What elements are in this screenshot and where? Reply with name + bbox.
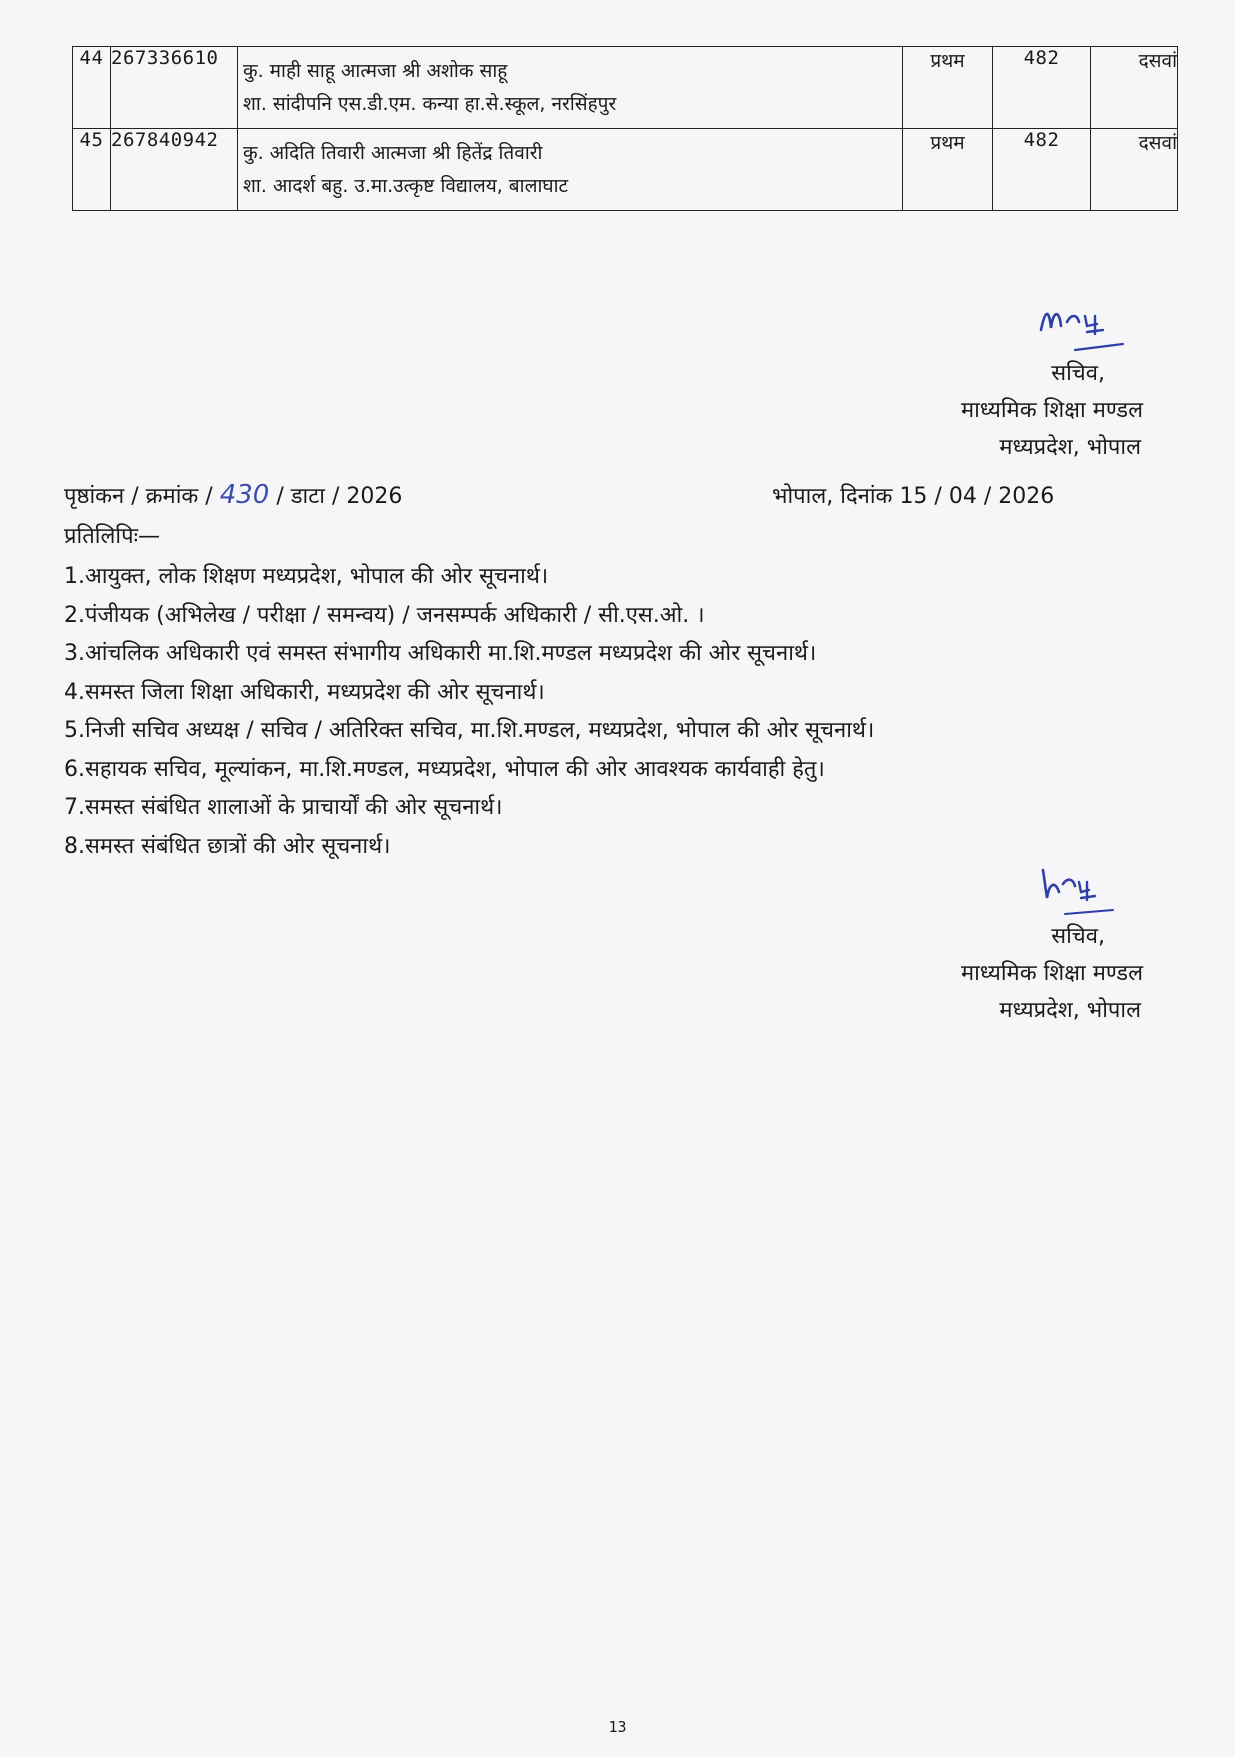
student-cell [238, 129, 903, 211]
signatory-location: मध्यप्रदेश, भोपाल [999, 998, 1141, 1023]
school-name: शा. सांदीपनि एस.डी.एम. कन्या हा.से.स्कूल, नरसिंहपुर [243, 93, 617, 115]
endorsement-suffix: / डाटा / 2026 [269, 484, 403, 509]
list-item: 6.सहायक सचिव, मूल्यांकन, मा.शि.मण्डल, मध्यप्रदेश, भोपाल की ओर आवश्यक कार्यवाही हेतु। [64, 756, 825, 782]
list-item: 5.निजी सचिव अध्यक्ष / सचिव / अतिरिक्त सचिव, मा.शि.मण्डल, मध्यप्रदेश, भोपाल की ओर सूचनार्थ। [64, 718, 875, 743]
signature-mark [1035, 300, 1125, 356]
list-item: 3.आंचलिक अधिकारी एवं समस्त संभागीय अधिकारी मा.शि.मण्डल मध्यप्रदेश की ओर सूचनार्थ। [64, 641, 817, 666]
rank: दसवां [1091, 129, 1178, 211]
signatory-title: सचिव, [1051, 924, 1105, 949]
roll-number: 267840942 [111, 129, 238, 211]
signatory-block [961, 918, 1155, 1029]
signatory-block [961, 355, 1155, 466]
endorsement-number [64, 480, 402, 510]
list-item: 1.आयुक्त, लोक शिक्षण मध्यप्रदेश, भोपाल की ओर सूचनार्थ। [64, 564, 549, 589]
student-name: कु. माही साहू आत्मजा श्री अशोक साहू [243, 60, 508, 82]
list-item: 7.समस्त संबंधित शालाओं के प्राचार्यों की ओर सूचनार्थ। [64, 795, 503, 820]
page-number: 13 [608, 1718, 627, 1736]
copy-to-heading: प्रतिलिपिः— [64, 524, 161, 549]
results-table [72, 46, 1178, 211]
reference-number: 430 [219, 480, 270, 510]
signatory-organization: माध्यमिक शिक्षा मण्डल [960, 961, 1143, 986]
roll-number: 267336610 [111, 47, 238, 129]
signatory-location: मध्यप्रदेश, भोपाल [999, 435, 1141, 460]
list-item: 2.पंजीयक (अभिलेख / परीक्षा / समन्वय) / जनसम्पर्क अधिकारी / सी.एस.ओ. । [64, 602, 705, 628]
serial-number: 44 [73, 47, 111, 129]
marks: 482 [993, 129, 1091, 211]
signature-mark [1035, 862, 1115, 918]
signatory-title: सचिव, [1051, 361, 1105, 386]
student-cell [238, 47, 903, 129]
marks: 482 [993, 47, 1091, 129]
serial-number: 45 [73, 129, 111, 211]
list-item: 8.समस्त संबंधित छात्रों की ओर सूचनार्थ। [64, 833, 391, 859]
table-row [73, 129, 1178, 211]
division: प्रथम [903, 47, 993, 129]
table-row [73, 47, 1178, 129]
division: प्रथम [903, 129, 993, 211]
student-name: कु. अदिति तिवारी आत्मजा श्री हितेंद्र तिवारी [243, 142, 543, 164]
school-name: शा. आदर्श बहु. उ.मा.उत्कृष्ट विद्यालय, बालाघाट [243, 175, 569, 197]
signatory-organization: माध्यमिक शिक्षा मण्डल [960, 398, 1143, 423]
endorsement-date: भोपाल, दिनांक 15 / 04 / 2026 [772, 484, 1055, 509]
rank: दसवां [1091, 47, 1178, 129]
endorsement-prefix: पृष्ठांकन / क्रमांक / [64, 484, 220, 509]
list-item: 4.समस्त जिला शिक्षा अधिकारी, मध्यप्रदेश की ओर सूचनार्थ। [64, 679, 545, 705]
copy-to-list [64, 558, 874, 866]
